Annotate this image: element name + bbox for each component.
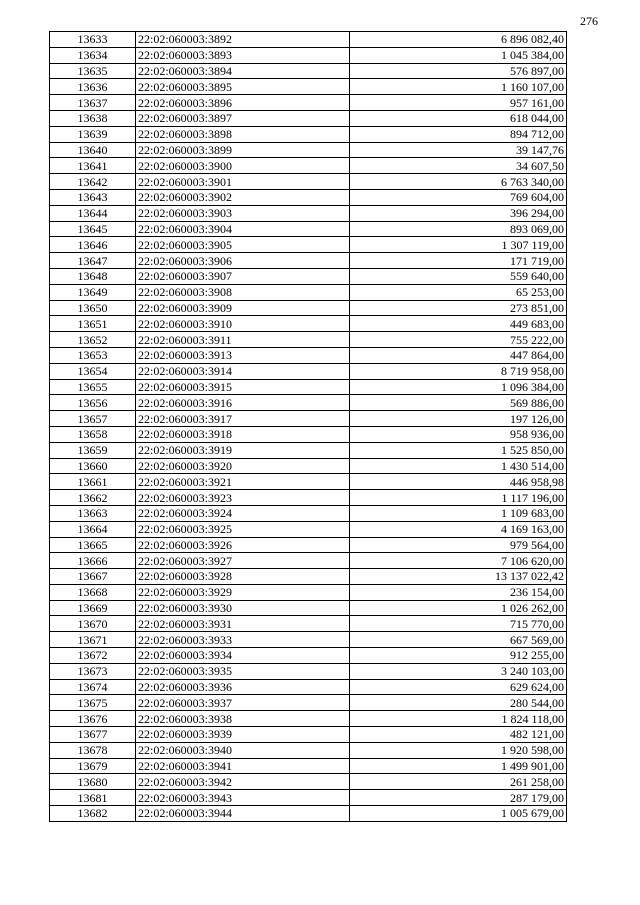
row-number-cell: 13638: [50, 110, 136, 126]
table-row: [50, 584, 567, 600]
table-row: [50, 32, 567, 48]
table-row: [50, 774, 567, 790]
table-row: [50, 711, 567, 727]
row-number-cell: 13669: [50, 600, 136, 616]
row-number-cell: 13661: [50, 474, 136, 490]
cadastral-value-cell: 1 920 598,00: [350, 742, 567, 758]
cadastral-number-cell: 22:02:060003:3900: [136, 158, 350, 174]
cadastral-number-cell: 22:02:060003:3898: [136, 126, 350, 142]
table-row: [50, 347, 567, 363]
table-row: [50, 553, 567, 569]
row-number-cell: 13658: [50, 426, 136, 442]
table-row: [50, 490, 567, 506]
table-row: [50, 126, 567, 142]
cadastral-number-cell: 22:02:060003:3901: [136, 174, 350, 190]
cadastral-number-cell: 22:02:060003:3938: [136, 711, 350, 727]
table-row: [50, 790, 567, 806]
table-body: [50, 32, 567, 822]
cadastral-value-table: [49, 31, 567, 822]
row-number-cell: 13635: [50, 63, 136, 79]
row-number-cell: 13672: [50, 648, 136, 664]
row-number-cell: 13649: [50, 284, 136, 300]
table-row: [50, 205, 567, 221]
table-row: [50, 474, 567, 490]
cadastral-value-cell: 446 958,98: [350, 474, 567, 490]
cadastral-number-cell: 22:02:060003:3904: [136, 221, 350, 237]
cadastral-value-cell: 894 712,00: [350, 126, 567, 142]
cadastral-number-cell: 22:02:060003:3923: [136, 490, 350, 506]
cadastral-number-cell: 22:02:060003:3930: [136, 600, 350, 616]
row-number-cell: 13634: [50, 47, 136, 63]
cadastral-number-cell: 22:02:060003:3931: [136, 616, 350, 632]
row-number-cell: 13674: [50, 679, 136, 695]
table-row: [50, 758, 567, 774]
row-number-cell: 13655: [50, 379, 136, 395]
cadastral-value-cell: 559 640,00: [350, 268, 567, 284]
cadastral-value-cell: 1 045 384,00: [350, 47, 567, 63]
row-number-cell: 13652: [50, 332, 136, 348]
cadastral-number-cell: 22:02:060003:3894: [136, 63, 350, 79]
cadastral-number-cell: 22:02:060003:3928: [136, 569, 350, 585]
cadastral-number-cell: 22:02:060003:3943: [136, 790, 350, 806]
cadastral-value-cell: 1 026 262,00: [350, 600, 567, 616]
page-number: 276: [580, 14, 598, 28]
table-row: [50, 442, 567, 458]
row-number-cell: 13668: [50, 584, 136, 600]
table-row: [50, 616, 567, 632]
cadastral-value-cell: 1 824 118,00: [350, 711, 567, 727]
table-row: [50, 569, 567, 585]
table-row: [50, 727, 567, 743]
row-number-cell: 13641: [50, 158, 136, 174]
cadastral-value-cell: 1 430 514,00: [350, 458, 567, 474]
cadastral-value-cell: 1 525 850,00: [350, 442, 567, 458]
table-row: [50, 253, 567, 269]
row-number-cell: 13656: [50, 395, 136, 411]
cadastral-number-cell: 22:02:060003:3907: [136, 268, 350, 284]
row-number-cell: 13663: [50, 505, 136, 521]
cadastral-number-cell: 22:02:060003:3906: [136, 253, 350, 269]
cadastral-number-cell: 22:02:060003:3926: [136, 537, 350, 553]
cadastral-number-cell: 22:02:060003:3921: [136, 474, 350, 490]
cadastral-number-cell: 22:02:060003:3939: [136, 727, 350, 743]
table-row: [50, 63, 567, 79]
row-number-cell: 13642: [50, 174, 136, 190]
cadastral-value-cell: 396 294,00: [350, 205, 567, 221]
cadastral-number-cell: 22:02:060003:3913: [136, 347, 350, 363]
cadastral-value-cell: 34 607,50: [350, 158, 567, 174]
cadastral-value-cell: 1 499 901,00: [350, 758, 567, 774]
row-number-cell: 13659: [50, 442, 136, 458]
table-row: [50, 47, 567, 63]
table-row: [50, 363, 567, 379]
row-number-cell: 13666: [50, 553, 136, 569]
cadastral-value-cell: 569 886,00: [350, 395, 567, 411]
row-number-cell: 13645: [50, 221, 136, 237]
cadastral-value-cell: 236 154,00: [350, 584, 567, 600]
cadastral-value-cell: 13 137 022,42: [350, 569, 567, 585]
cadastral-number-cell: 22:02:060003:3908: [136, 284, 350, 300]
table-row: [50, 316, 567, 332]
table-row: [50, 174, 567, 190]
table-row: [50, 237, 567, 253]
cadastral-number-cell: 22:02:060003:3917: [136, 411, 350, 427]
cadastral-value-cell: 7 106 620,00: [350, 553, 567, 569]
table-row: [50, 158, 567, 174]
cadastral-value-cell: 280 544,00: [350, 695, 567, 711]
cadastral-number-cell: 22:02:060003:3937: [136, 695, 350, 711]
cadastral-number-cell: 22:02:060003:3914: [136, 363, 350, 379]
table-row: [50, 663, 567, 679]
cadastral-number-cell: 22:02:060003:3910: [136, 316, 350, 332]
cadastral-number-cell: 22:02:060003:3897: [136, 110, 350, 126]
cadastral-number-cell: 22:02:060003:3911: [136, 332, 350, 348]
cadastral-value-cell: 65 253,00: [350, 284, 567, 300]
cadastral-value-cell: 261 258,00: [350, 774, 567, 790]
row-number-cell: 13637: [50, 95, 136, 111]
cadastral-number-cell: 22:02:060003:3933: [136, 632, 350, 648]
table-row: [50, 521, 567, 537]
cadastral-value-cell: 287 179,00: [350, 790, 567, 806]
row-number-cell: 13670: [50, 616, 136, 632]
cadastral-number-cell: 22:02:060003:3896: [136, 95, 350, 111]
cadastral-number-cell: 22:02:060003:3916: [136, 395, 350, 411]
table-row: [50, 806, 567, 822]
table-row: [50, 458, 567, 474]
cadastral-value-cell: 755 222,00: [350, 332, 567, 348]
table-row: [50, 332, 567, 348]
cadastral-number-cell: 22:02:060003:3918: [136, 426, 350, 442]
cadastral-number-cell: 22:02:060003:3942: [136, 774, 350, 790]
cadastral-value-cell: 893 069,00: [350, 221, 567, 237]
table-row: [50, 426, 567, 442]
cadastral-value-cell: 273 851,00: [350, 300, 567, 316]
cadastral-value-cell: 715 770,00: [350, 616, 567, 632]
table-row: [50, 648, 567, 664]
row-number-cell: 13664: [50, 521, 136, 537]
row-number-cell: 13660: [50, 458, 136, 474]
table-row: [50, 742, 567, 758]
cadastral-number-cell: 22:02:060003:3936: [136, 679, 350, 695]
cadastral-number-cell: 22:02:060003:3929: [136, 584, 350, 600]
row-number-cell: 13676: [50, 711, 136, 727]
cadastral-number-cell: 22:02:060003:3927: [136, 553, 350, 569]
table-row: [50, 142, 567, 158]
row-number-cell: 13678: [50, 742, 136, 758]
row-number-cell: 13639: [50, 126, 136, 142]
cadastral-number-cell: 22:02:060003:3924: [136, 505, 350, 521]
cadastral-number-cell: 22:02:060003:3925: [136, 521, 350, 537]
row-number-cell: 13633: [50, 32, 136, 48]
cadastral-value-cell: 1 117 196,00: [350, 490, 567, 506]
table-row: [50, 95, 567, 111]
row-number-cell: 13654: [50, 363, 136, 379]
cadastral-number-cell: 22:02:060003:3892: [136, 32, 350, 48]
table-row: [50, 695, 567, 711]
row-number-cell: 13648: [50, 268, 136, 284]
cadastral-number-cell: 22:02:060003:3941: [136, 758, 350, 774]
row-number-cell: 13636: [50, 79, 136, 95]
cadastral-value-cell: 1 160 107,00: [350, 79, 567, 95]
table-row: [50, 395, 567, 411]
row-number-cell: 13653: [50, 347, 136, 363]
table-row: [50, 284, 567, 300]
cadastral-value-cell: 769 604,00: [350, 189, 567, 205]
table-row: [50, 505, 567, 521]
cadastral-value-cell: 39 147,76: [350, 142, 567, 158]
cadastral-number-cell: 22:02:060003:3899: [136, 142, 350, 158]
cadastral-value-cell: 576 897,00: [350, 63, 567, 79]
cadastral-number-cell: 22:02:060003:3935: [136, 663, 350, 679]
row-number-cell: 13680: [50, 774, 136, 790]
row-number-cell: 13673: [50, 663, 136, 679]
table-row: [50, 189, 567, 205]
cadastral-value-cell: 4 169 163,00: [350, 521, 567, 537]
row-number-cell: 13679: [50, 758, 136, 774]
cadastral-value-cell: 6 896 082,40: [350, 32, 567, 48]
row-number-cell: 13675: [50, 695, 136, 711]
row-number-cell: 13643: [50, 189, 136, 205]
cadastral-number-cell: 22:02:060003:3893: [136, 47, 350, 63]
cadastral-number-cell: 22:02:060003:3915: [136, 379, 350, 395]
cadastral-value-cell: 957 161,00: [350, 95, 567, 111]
cadastral-value-cell: 618 044,00: [350, 110, 567, 126]
cadastral-value-cell: 1 005 679,00: [350, 806, 567, 822]
row-number-cell: 13657: [50, 411, 136, 427]
table-row: [50, 537, 567, 553]
cadastral-number-cell: 22:02:060003:3919: [136, 442, 350, 458]
table-row: [50, 632, 567, 648]
cadastral-value-cell: 6 763 340,00: [350, 174, 567, 190]
table-row: [50, 110, 567, 126]
cadastral-value-cell: 1 307 119,00: [350, 237, 567, 253]
table-row: [50, 221, 567, 237]
cadastral-number-cell: 22:02:060003:3895: [136, 79, 350, 95]
cadastral-value-cell: 958 936,00: [350, 426, 567, 442]
row-number-cell: 13650: [50, 300, 136, 316]
row-number-cell: 13640: [50, 142, 136, 158]
row-number-cell: 13671: [50, 632, 136, 648]
row-number-cell: 13646: [50, 237, 136, 253]
cadastral-value-cell: 171 719,00: [350, 253, 567, 269]
cadastral-value-cell: 979 564,00: [350, 537, 567, 553]
cadastral-value-cell: 629 624,00: [350, 679, 567, 695]
cadastral-number-cell: 22:02:060003:3920: [136, 458, 350, 474]
cadastral-number-cell: 22:02:060003:3934: [136, 648, 350, 664]
cadastral-value-cell: 1 096 384,00: [350, 379, 567, 395]
row-number-cell: 13644: [50, 205, 136, 221]
row-number-cell: 13662: [50, 490, 136, 506]
row-number-cell: 13665: [50, 537, 136, 553]
cadastral-value-cell: 197 126,00: [350, 411, 567, 427]
cadastral-value-cell: 667 569,00: [350, 632, 567, 648]
cadastral-number-cell: 22:02:060003:3902: [136, 189, 350, 205]
cadastral-number-cell: 22:02:060003:3940: [136, 742, 350, 758]
cadastral-number-cell: 22:02:060003:3944: [136, 806, 350, 822]
row-number-cell: 13667: [50, 569, 136, 585]
row-number-cell: 13647: [50, 253, 136, 269]
table-row: [50, 268, 567, 284]
table-row: [50, 300, 567, 316]
table-row: [50, 411, 567, 427]
cadastral-value-cell: 1 109 683,00: [350, 505, 567, 521]
cadastral-value-cell: 8 719 958,00: [350, 363, 567, 379]
cadastral-number-cell: 22:02:060003:3905: [136, 237, 350, 253]
cadastral-value-cell: 482 121,00: [350, 727, 567, 743]
table-row: [50, 679, 567, 695]
cadastral-value-cell: 447 864,00: [350, 347, 567, 363]
row-number-cell: 13681: [50, 790, 136, 806]
cadastral-value-cell: 912 255,00: [350, 648, 567, 664]
table-row: [50, 379, 567, 395]
row-number-cell: 13651: [50, 316, 136, 332]
cadastral-value-cell: 449 683,00: [350, 316, 567, 332]
cadastral-number-cell: 22:02:060003:3909: [136, 300, 350, 316]
row-number-cell: 13682: [50, 806, 136, 822]
cadastral-number-cell: 22:02:060003:3903: [136, 205, 350, 221]
cadastral-value-cell: 3 240 103,00: [350, 663, 567, 679]
row-number-cell: 13677: [50, 727, 136, 743]
table-row: [50, 600, 567, 616]
table-row: [50, 79, 567, 95]
